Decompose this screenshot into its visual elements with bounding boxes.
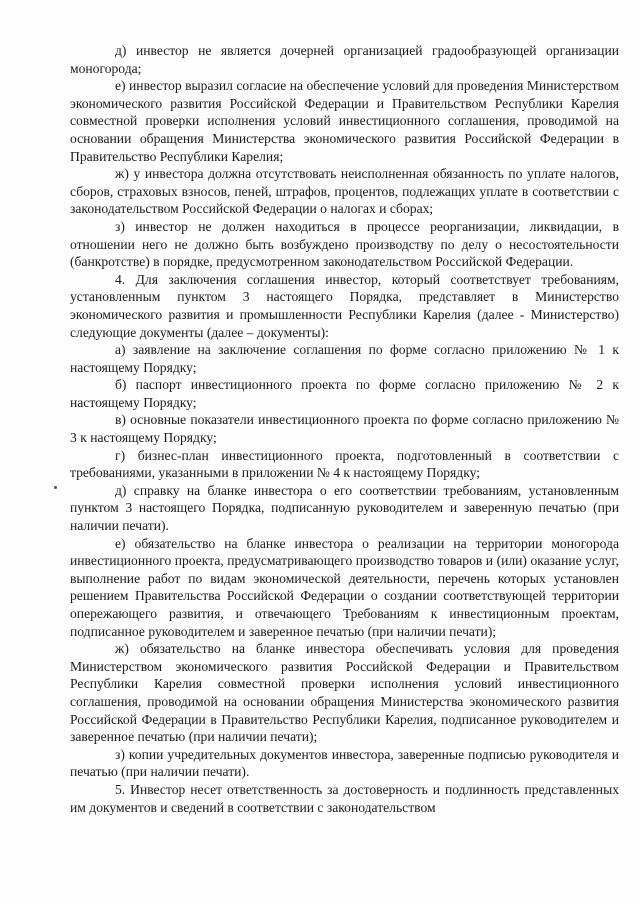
paragraph-5-responsibility: 5. Инвестор несет ответственность за достоверность и подлинность представленных им документов и сведений в соответствии с законодательством [70,781,619,815]
paragraph-d-not-subsidiary: д) инвестор не является дочерней организацией градообразующей организации моногорода; [70,43,619,76]
paragraph-z-no-liquidation: з) инвестор не должен находиться в процессе реорганизации, ликвидации, в отношении него не должно быть возбуждено производству по делу о несостоятельности (банкротстве) в порядке, предусмотренном законодательством Российской Федерации. [70,218,619,270]
document-body [70,42,619,816]
paragraph-4-documents: 4. Для заключения соглашения инвестор, который соответствует требованиям, установленным пунктом 3 настоящего Порядка, представляет в Министерство экономического развития и промышленности Республики Карелия (далее - Министерство) следующие документы (далее – документы): [70,271,619,340]
paragraph-e-consent-inspection: е) инвестор выразил согласие на обеспечение условий для проведения Министерством экономического развития Российской Федерации и Правительством Республики Карелия совместной проверки исполнения условий инвестиционного соглашения, проводимой на основании обращения Министерства экономического развития Российской Федерации в Правительство Республики Карелия; [70,78,619,164]
scan-speck [54,486,57,489]
list-item-a-application: а) заявление на заключение соглашения по форме согласно приложению № 1 к настоящему Порядку; [70,342,619,375]
list-item-g-business-plan: г) бизнес-план инвестиционного проекта, подготовленный в соответствии с требованиями, указанными в приложении № 4 к настоящему Порядку; [70,447,619,481]
list-item-e-implementation-obligation: е) обязательство на бланке инвестора о реализации на территории моногорода инвестиционного проекта, предусматривающего производство товаров и (или) оказание услуг, выполнение работ по видам экономической деятельности, перечень которых установлен решением Правительства Российской Федерации о создании соответствующей территории опережающего развития, и отвечающего Требованиям к инвестиционным проектам, подписанное руководителем и заверенное печатью (при наличии печати); [70,535,619,639]
list-item-d-compliance-certificate: д) справку на бланке инвестора о его соответствии требованиям, установленным пунктом 3 настоящего Порядка, подписанную руководителем и заверенную печатью (при наличии печати). [70,482,619,534]
list-item-zh-inspection-obligation: ж) обязательство на бланке инвестора обеспечивать условия для проведения Министерством экономического развития Российской Федерации и Правительством Республики Карелия совместной проверки исполнения условий инвестиционного соглашения, проводимой на основании обращения Министерства экономического развития Российской Федерации в Правительство Республики Карелия, подписанное руководителем и заверенное печатью (при наличии печати); [70,641,619,745]
list-item-v-key-indicators: в) основные показатели инвестиционного проекта по форме согласно приложению № 3 к настоящему Порядку; [70,412,619,446]
list-item-b-project-passport: б) паспорт инвестиционного проекта по форме согласно приложению № 2 к настоящему Порядку; [70,377,619,410]
paragraph-zh-no-tax-debt: ж) у инвестора должна отсутствовать неисполненная обязанность по уплате налогов, сборов, страховых взносов, пеней, штрафов, процентов, подлежащих уплате в соответствии с законодательством Российской Федерации о налогах и сборах; [70,166,619,217]
list-item-z-founding-documents: з) копии учредительных документов инвестора, заверенные подписью руководителя и печатью (при наличии печати). [70,746,619,780]
